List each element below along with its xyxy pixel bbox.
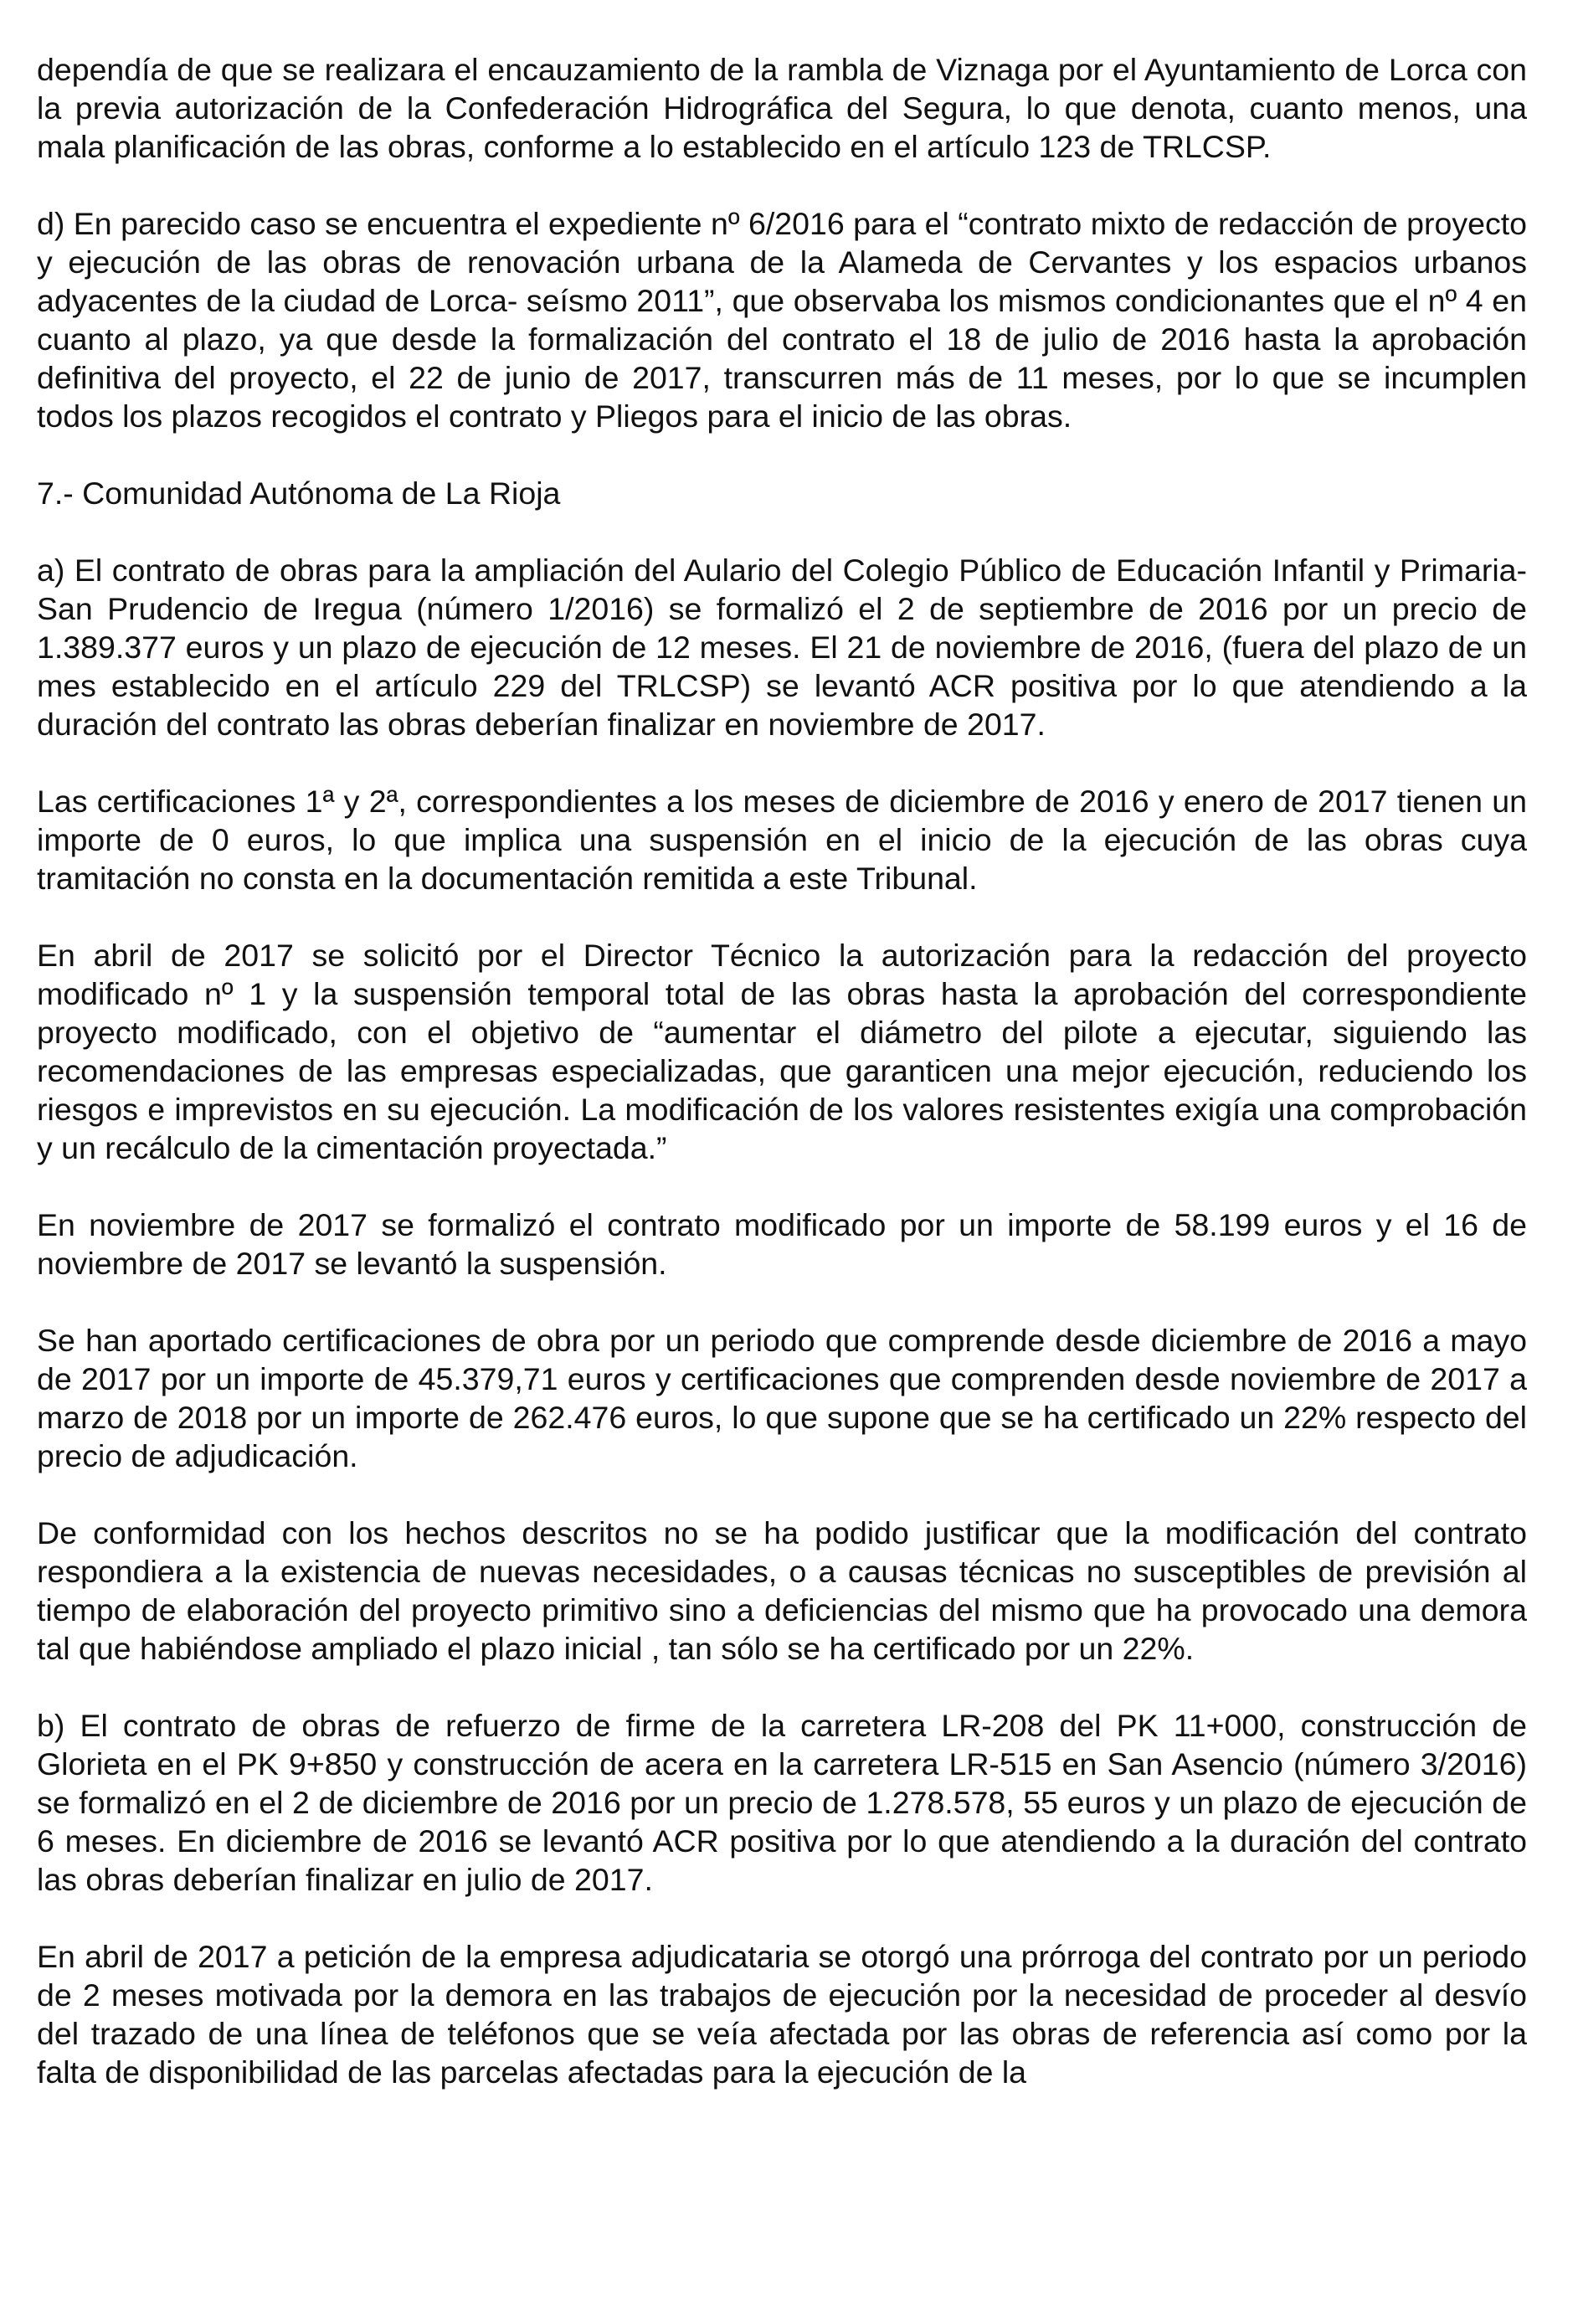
paragraph-conformidad: De conformidad con los hechos descritos no se ha podido justificar que la modificación del contrato respondiera a la existencia de nuevas necesidades, o a causas técnicas no susceptibles de previsión al tiempo de elaboración del proyecto primitivo sino a deficiencias del mismo que ha provocado una demora tal que habiéndose ampliado el plazo inicial , tan sólo se ha certificado por un 22%. [37,1515,1527,1666]
paragraph-prorroga: En abril de 2017 a petición de la empresa adjudicataria se otorgó una prórroga del contrato por un periodo de 2 meses motivada por la demora en las trabajos de ejecución por la necesidad de proceder al desvío del trazado de una línea de teléfonos que se veía afectada por las obras de referencia así como por la falta de disponibilidad de las parcelas afectadas para la ejecución de la [37,1939,1527,2090]
paragraph-certificaciones: Las certificaciones 1ª y 2ª, correspondientes a los meses de diciembre de 2016 y enero de 2017 tienen un importe de 0 euros, lo que implica una suspensión en el inicio de la ejecución de las obras cuya tramitación no consta en la documentación remitida a este Tribunal. [37,784,1527,896]
paragraph-noviembre-2017: En noviembre de 2017 se formalizó el contrato modificado por un importe de 58.199 euros y el 16 de noviembre de 2017 se levantó la suspensión. [37,1207,1527,1281]
paragraph-item-b: b) El contrato de obras de refuerzo de firme de la carretera LR-208 del PK 11+000, construcción de Glorieta en el PK 9+850 y construcción de acera en la carretera LR-515 en San Asencio (número 3/2016) se formalizó en el 2 de diciembre de 2016 por un precio de 1.278.578, 55 euros y un plazo de ejecución de 6 meses. En diciembre de 2016 se levantó ACR positiva por lo que atendiendo a la duración del contrato las obras deberían finalizar en julio de 2017. [37,1708,1527,1897]
paragraph-item-a: a) El contrato de obras para la ampliación del Aulario del Colegio Público de Educación Infantil y Primaria- San Prudencio de Iregua (número 1/2016) se formalizó el 2 de septiembre de 2016 por un precio de 1.389.377 euros y un plazo de ejecución de 12 meses. El 21 de noviembre de 2016, (fuera del plazo de un mes establecido en el artículo 229 del TRLCSP) se levantó ACR positiva por lo que atendiendo a la duración del contrato las obras deberían finalizar en noviembre de 2017. [37,553,1527,742]
paragraph-abril-2017: En abril de 2017 se solicitó por el Director Técnico la autorización para la redacción del proyecto modificado nº 1 y la suspensión temporal total de las obras hasta la aprobación del correspondiente proyecto modificado, con el objetivo de “aumentar el diámetro del pilote a ejecutar, siguiendo las recomendaciones de las empresas especializadas, que garanticen una mejor ejecución, reduciendo los riesgos e imprevistos en su ejecución. La modificación de los valores resistentes exigía una comprobación y un recálculo de la cimentación proyectada.” [37,938,1527,1165]
paragraph-certificaciones-aportadas: Se han aportado certificaciones de obra por un periodo que comprende desde diciembre de 2016 a mayo de 2017 por un importe de 45.379,71 euros y certificaciones que comprenden desde noviembre de 2017 a marzo de 2018 por un importe de 262.476 euros, lo que supone que se ha certificado un 22% respecto del precio de adjudicación. [37,1323,1527,1473]
document-page [37,50,1527,2091]
section-heading-la-rioja: 7.- Comunidad Autónoma de La Rioja [37,476,561,511]
paragraph-continuation: dependía de que se realizara el encauzamiento de la rambla de Viznaga por el Ayuntamiento de Lorca con la previa autorización de la Confederación Hidrográfica del Segura, lo que denota, cuanto menos, una mala planificación de las obras, conforme a lo establecido en el artículo 123 de TRLCSP. [37,52,1527,164]
paragraph-item-d: d) En parecido caso se encuentra el expediente nº 6/2016 para el “contrato mixto de redacción de proyecto y ejecución de las obras de renovación urbana de la Alameda de Cervantes y los espacios urbanos adyacentes de la ciudad de Lorca- seísmo 2011”, que observaba los mismos condicionantes que el nº 4 en cuanto al plazo, ya que desde la formalización del contrato el 18 de julio de 2016 hasta la aprobación definitiva del proyecto, el 22 de junio de 2017, transcurren más de 11 meses, por lo que se incumplen todos los plazos recogidos el contrato y Pliegos para el inicio de las obras. [37,206,1527,434]
